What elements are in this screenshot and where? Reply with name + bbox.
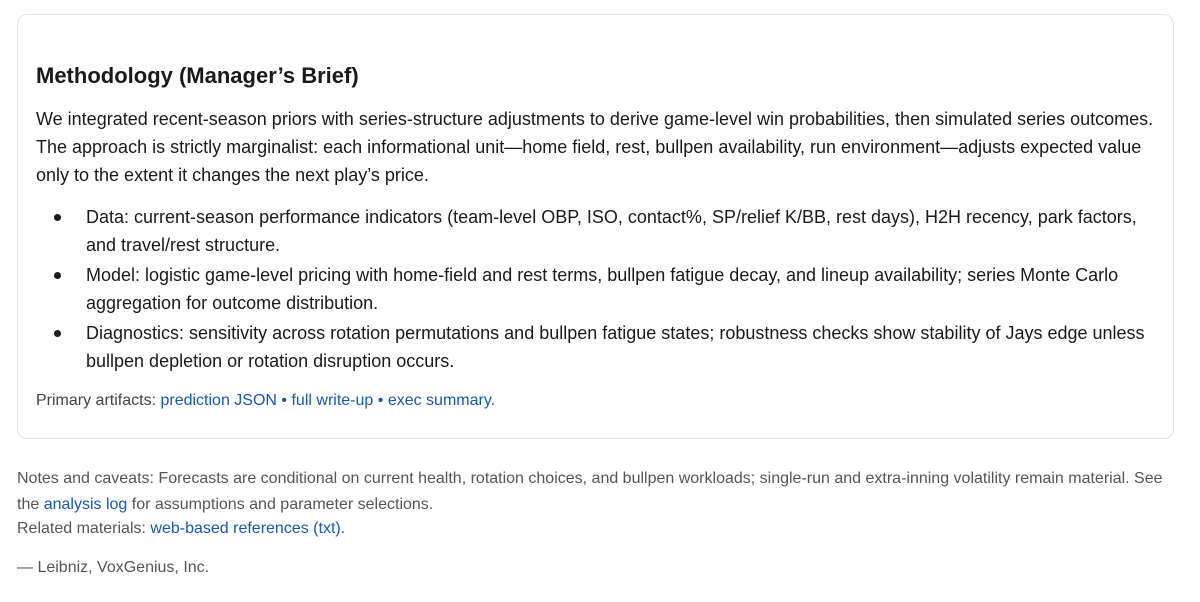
related-suffix: . xyxy=(340,520,346,537)
notes-text: Notes and caveats: Forecasts are conditional on current health, rotation choices, and bullpen workloads; single-run and extra-inning volatility remain material. See the xyxy=(17,470,1163,513)
full-write-up-link[interactable]: full write-up xyxy=(291,392,374,409)
notes-text-after: for assumptions and parameter selections. xyxy=(131,496,434,513)
intro-paragraph: We integrated recent-season priors with series-structure adjustments to derive game-level win probabilities, then simulated series outcomes. The approach is strictly marginalist: each informational unit—home field, rest, bullpen availability, run environment—adjusts expected value only to the extent it changes the next play’s price. xyxy=(36,109,1154,185)
artifacts-line xyxy=(36,390,495,412)
exec-summary-link[interactable]: exec summary. xyxy=(387,392,496,409)
prediction-json-link[interactable]: prediction JSON xyxy=(160,392,277,409)
related-materials xyxy=(17,516,345,542)
bullet-icon xyxy=(54,330,61,337)
analysis-log-link[interactable]: analysis log xyxy=(43,496,128,513)
list-item-text: Diagnostics: sensitivity across rotation permutations and bullpen fatigue states; robustness checks show stability of Jays edge unless bullpen depletion or rotation disruption occurs. xyxy=(86,323,1145,371)
web-references-link[interactable]: web-based references (txt) xyxy=(150,520,341,537)
artifacts-label: Primary artifacts: xyxy=(36,392,157,409)
list-item-model xyxy=(86,261,1156,317)
methodology-list xyxy=(36,203,1156,377)
list-item-diagnostics xyxy=(86,319,1156,375)
list-item-text: Data: current-season performance indicators (team-level OBP, ISO, contact%, SP/relief K/BB, rest days), H2H recency, park factors, and travel/rest structure. xyxy=(86,207,1137,255)
list-item-text: Model: logistic game-level pricing with home-field and rest terms, bullpen fatigue decay, and lineup availability; series Monte Carlo aggregation for outcome distribution. xyxy=(86,265,1119,313)
related-label: Related materials: xyxy=(17,520,146,537)
bullet-icon xyxy=(54,272,61,279)
card-title: Methodology (Manager’s Brief) xyxy=(36,63,359,88)
bullet-icon xyxy=(54,214,61,221)
methodology-card xyxy=(17,14,1174,439)
signature: — Leibniz, VoxGenius, Inc. xyxy=(17,559,210,576)
notes-caveats xyxy=(17,466,1177,518)
separator-dot: • xyxy=(377,392,384,409)
list-item-data xyxy=(86,203,1156,259)
separator-dot: • xyxy=(281,392,288,409)
